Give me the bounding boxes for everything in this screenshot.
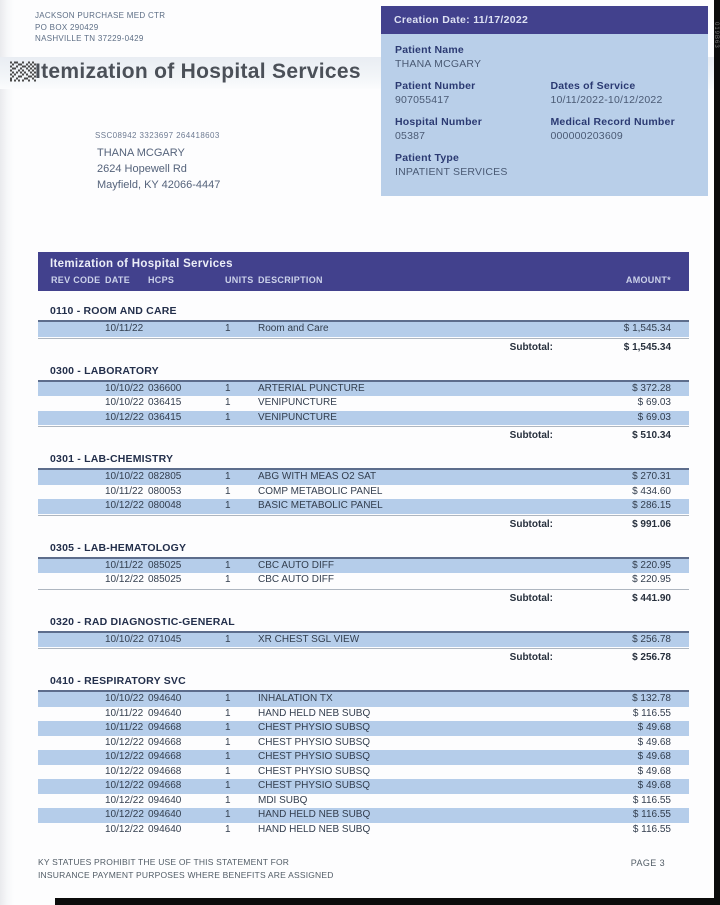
cell-rev-code xyxy=(38,485,105,500)
cell-date: 10/11/22 xyxy=(105,323,144,334)
table-row xyxy=(38,779,689,794)
cell-description: CBC AUTO DIFF xyxy=(258,574,334,585)
cell-rev-code xyxy=(38,396,105,411)
rev-code-section xyxy=(38,363,689,444)
cell-amount: $ 116.55 xyxy=(632,794,671,806)
cell-amount: $ 116.55 xyxy=(632,823,671,835)
cell-hcps xyxy=(148,322,225,337)
table-row xyxy=(38,485,689,500)
cell-rev-code xyxy=(38,382,105,397)
recipient-line: THANA MCGARY xyxy=(97,147,185,159)
cell-description: INHALATION TX xyxy=(258,693,333,704)
field-value: 10/11/2022-10/12/2022 xyxy=(550,94,663,106)
cell-description: CHEST PHYSIO SUBSQ xyxy=(258,722,371,733)
subtotal-label: Subtotal: xyxy=(509,592,553,604)
cell-date: 10/12/22 xyxy=(105,411,144,423)
cell-date: 10/11/22 xyxy=(105,707,144,719)
cell-hcps: 071045 xyxy=(148,633,182,645)
scan-edge-bottom xyxy=(55,898,714,905)
cell-date: 10/11/22 xyxy=(105,485,144,497)
cell-amount: $ 69.03 xyxy=(637,397,671,408)
table-row xyxy=(38,750,689,765)
table-row xyxy=(38,396,689,411)
sender-line: NASHVILLE TN 37229-0429 xyxy=(35,34,144,43)
cell-hcps: 094640 xyxy=(148,823,182,835)
creation-date-label: Creation Date: xyxy=(394,14,470,26)
table-column-headers xyxy=(38,272,689,291)
cell-hcps: 036415 xyxy=(148,411,182,423)
cell-units: 1 xyxy=(225,809,231,820)
footer-line: INSURANCE PAYMENT PURPOSES WHERE BENEFITS ARE ASSIGNED xyxy=(38,870,334,880)
cell-date: 10/10/22 xyxy=(105,397,144,408)
cell-hcps: 094640 xyxy=(148,794,182,806)
cell-units: 1 xyxy=(225,323,231,334)
hospital-number-field xyxy=(395,116,550,142)
cell-units: 1 xyxy=(225,500,231,511)
patient-name-field xyxy=(395,44,694,70)
rev-code-section xyxy=(38,303,689,355)
cell-description: CHEST PHYSIO SUBSQ xyxy=(258,736,371,748)
footer-disclaimer xyxy=(38,856,334,882)
cell-description: ARTERIAL PUNCTURE xyxy=(258,382,365,394)
cell-description: CHEST PHYSIO SUBSQ xyxy=(258,765,371,777)
cell-date: 10/10/22 xyxy=(105,693,144,704)
cell-description: VENIPUNCTURE xyxy=(258,397,337,408)
page-title: Itemization of Hospital Services xyxy=(35,60,361,83)
table-row xyxy=(38,794,689,809)
cell-units: 1 xyxy=(225,559,231,571)
cell-rev-code xyxy=(38,721,105,736)
cell-description: VENIPUNCTURE xyxy=(258,411,337,423)
patient-info-box xyxy=(381,6,708,196)
rev-code-section xyxy=(38,540,689,606)
rev-code-section xyxy=(38,673,689,837)
field-label: Medical Record Number xyxy=(550,116,675,128)
cell-description: MDI SUBQ xyxy=(258,794,308,806)
cell-units: 1 xyxy=(225,397,231,408)
table-row xyxy=(38,573,689,588)
cell-description: HAND HELD NEB SUBQ xyxy=(258,809,371,820)
cell-amount: $ 372.28 xyxy=(632,382,671,394)
cell-date: 10/11/22 xyxy=(105,559,144,571)
subtotal-label: Subtotal: xyxy=(509,518,553,530)
col-header-rev-code: REV CODE xyxy=(51,275,101,285)
subtotal-amount: $ 1,545.34 xyxy=(623,341,671,353)
table-row xyxy=(38,736,689,751)
cell-units: 1 xyxy=(225,751,231,762)
sender-address xyxy=(35,10,165,45)
cell-rev-code xyxy=(38,559,105,574)
table-header-bar xyxy=(38,252,689,291)
cell-description: XR CHEST SGL VIEW xyxy=(258,633,360,645)
cell-hcps: 094668 xyxy=(148,736,182,748)
section-header: 0320 - RAD DIAGNOSTIC-GENERAL xyxy=(38,614,689,633)
cell-units: 1 xyxy=(225,633,231,645)
cell-date: 10/10/22 xyxy=(105,382,144,394)
cell-hcps: 094640 xyxy=(148,809,182,820)
col-header-description: DESCRIPTION xyxy=(258,275,323,285)
recipient-line: Mayfield, KY 42066-4447 xyxy=(97,179,221,191)
rev-code-section xyxy=(38,614,689,666)
cell-hcps: 080053 xyxy=(148,485,182,497)
field-label: Hospital Number xyxy=(395,116,483,128)
table-row xyxy=(38,499,689,514)
cell-rev-code xyxy=(38,573,105,588)
cell-hcps: 085025 xyxy=(148,559,182,571)
cell-date: 10/12/22 xyxy=(105,809,144,820)
cell-date: 10/12/22 xyxy=(105,765,144,777)
col-header-date: DATE xyxy=(105,275,131,285)
cell-units: 1 xyxy=(225,382,231,394)
cell-description: Room and Care xyxy=(258,323,329,334)
table-row xyxy=(38,559,689,574)
table-body xyxy=(38,303,689,837)
subtotal-row xyxy=(38,515,689,532)
cell-hcps: 085025 xyxy=(148,574,182,585)
field-value: 000000203609 xyxy=(550,130,623,142)
cell-units: 1 xyxy=(225,411,231,423)
cell-rev-code xyxy=(38,499,105,514)
table-row xyxy=(38,765,689,780)
cell-description: CBC AUTO DIFF xyxy=(258,559,334,571)
section-header: 0301 - LAB-CHEMISTRY xyxy=(38,451,689,470)
subtotal-label: Subtotal: xyxy=(509,341,553,353)
subtotal-row xyxy=(38,589,689,606)
cell-rev-code xyxy=(38,823,105,838)
cell-amount: $ 49.68 xyxy=(637,780,671,791)
cell-date: 10/10/22 xyxy=(105,633,144,645)
cell-units: 1 xyxy=(225,574,231,585)
cell-amount: $ 49.68 xyxy=(637,751,671,762)
page-number: PAGE 3 xyxy=(630,858,665,868)
table-row xyxy=(38,411,689,426)
subtotal-row xyxy=(38,338,689,355)
cell-date: 10/12/22 xyxy=(105,500,144,511)
cell-rev-code xyxy=(38,707,105,722)
cell-date: 10/11/22 xyxy=(105,722,144,733)
cell-amount: $ 220.95 xyxy=(632,574,671,585)
cell-units: 1 xyxy=(225,794,231,806)
section-header: 0410 - RESPIRATORY SVC xyxy=(38,673,689,692)
cell-date: 10/12/22 xyxy=(105,574,144,585)
cell-date: 10/12/22 xyxy=(105,751,144,762)
cell-units: 1 xyxy=(225,707,231,719)
field-label: Patient Name xyxy=(395,44,464,56)
cell-rev-code xyxy=(38,692,105,707)
footer-line: KY STATUES PROHIBIT THE USE OF THIS STATEMENT FOR xyxy=(38,857,290,867)
cell-date: 10/12/22 xyxy=(105,780,144,791)
cell-hcps: 094640 xyxy=(148,707,182,719)
subtotal-amount: $ 441.90 xyxy=(632,592,671,604)
field-value: 907055417 xyxy=(395,94,450,106)
field-label: Patient Number xyxy=(395,80,476,92)
table-row xyxy=(38,470,689,485)
field-value: THANA MCGARY xyxy=(395,58,482,70)
patient-info-body xyxy=(381,34,708,196)
table-row xyxy=(38,707,689,722)
cell-units: 1 xyxy=(225,823,231,835)
cell-units: 1 xyxy=(225,693,231,704)
table-row xyxy=(38,808,689,823)
cell-rev-code xyxy=(38,750,105,765)
cell-rev-code xyxy=(38,322,105,337)
patient-number-field xyxy=(395,80,550,106)
dates-of-service-field xyxy=(550,80,694,106)
cell-amount: $ 270.31 xyxy=(632,471,671,482)
cell-date: 10/12/22 xyxy=(105,794,144,806)
cell-units: 1 xyxy=(225,471,231,482)
edge-print-code: 019B63 xyxy=(713,22,719,49)
cell-description: BASIC METABOLIC PANEL xyxy=(258,500,383,511)
rev-code-section xyxy=(38,451,689,532)
cell-rev-code xyxy=(38,633,105,648)
cell-hcps: 094668 xyxy=(148,722,182,733)
field-label: Dates of Service xyxy=(550,80,636,92)
field-label: Patient Type xyxy=(395,152,460,164)
subtotal-amount: $ 991.06 xyxy=(632,518,671,530)
cell-amount: $ 286.15 xyxy=(632,500,671,511)
cell-description: ABG WITH MEAS O2 SAT xyxy=(258,471,377,482)
creation-date-bar xyxy=(381,6,708,34)
cell-hcps: 082805 xyxy=(148,471,182,482)
cell-hcps: 036600 xyxy=(148,382,182,394)
table-row xyxy=(38,721,689,736)
col-header-amount: AMOUNT* xyxy=(625,275,671,285)
cell-rev-code xyxy=(38,779,105,794)
cell-date: 10/12/22 xyxy=(105,823,144,835)
table-row xyxy=(38,382,689,397)
cell-amount: $ 49.68 xyxy=(637,765,671,777)
subtotal-amount: $ 510.34 xyxy=(632,430,671,441)
cell-rev-code xyxy=(38,411,105,426)
cell-rev-code xyxy=(38,808,105,823)
mail-routing-code: SSC08942 3323697 264418603 xyxy=(95,131,220,140)
cell-rev-code xyxy=(38,765,105,780)
field-value: 05387 xyxy=(395,130,426,142)
section-header: 0305 - LAB-HEMATOLOGY xyxy=(38,540,689,559)
scan-edge-right xyxy=(714,0,720,905)
cell-description: CHEST PHYSIO SUBSQ xyxy=(258,780,371,791)
cell-rev-code xyxy=(38,794,105,809)
cell-hcps: 036415 xyxy=(148,397,182,408)
cell-amount: $ 116.55 xyxy=(632,809,671,820)
itemization-table xyxy=(38,252,689,837)
subtotal-amount: $ 256.78 xyxy=(632,652,671,663)
cell-date: 10/10/22 xyxy=(105,471,144,482)
patient-type-field xyxy=(395,152,694,178)
table-row xyxy=(38,692,689,707)
table-row xyxy=(38,823,689,838)
table-title: Itemization of Hospital Services xyxy=(50,258,233,270)
subtotal-row xyxy=(38,648,689,665)
cell-rev-code xyxy=(38,736,105,751)
medical-record-number-field xyxy=(550,116,694,142)
cell-amount: $ 220.95 xyxy=(632,559,671,571)
cell-hcps: 094668 xyxy=(148,780,182,791)
cell-amount: $ 49.68 xyxy=(637,736,671,748)
cell-description: HAND HELD NEB SUBQ xyxy=(258,823,371,835)
cell-hcps: 094640 xyxy=(148,693,182,704)
cell-units: 1 xyxy=(225,736,231,748)
cell-date: 10/12/22 xyxy=(105,736,144,748)
field-value: INPATIENT SERVICES xyxy=(395,166,508,178)
sender-line: JACKSON PURCHASE MED CTR xyxy=(35,11,166,20)
table-row xyxy=(38,633,689,648)
section-header: 0110 - ROOM AND CARE xyxy=(38,303,689,322)
cell-description: COMP METABOLIC PANEL xyxy=(258,485,383,497)
table-row xyxy=(38,322,689,337)
cell-units: 1 xyxy=(225,485,231,497)
cell-units: 1 xyxy=(225,722,231,733)
datamatrix-barcode-icon xyxy=(10,61,36,82)
cell-units: 1 xyxy=(225,765,231,777)
cell-description: CHEST PHYSIO SUBSQ xyxy=(258,751,371,762)
cell-amount: $ 69.03 xyxy=(637,411,671,423)
sender-line: PO BOX 290429 xyxy=(35,22,99,32)
recipient-address xyxy=(97,145,220,193)
cell-units: 1 xyxy=(225,780,231,791)
cell-description: HAND HELD NEB SUBQ xyxy=(258,707,371,719)
cell-amount: $ 116.55 xyxy=(632,707,671,719)
col-header-hcps: HCPS xyxy=(148,275,175,285)
creation-date-value: 11/17/2022 xyxy=(473,14,529,26)
col-header-units: UNITS xyxy=(225,275,254,285)
cell-amount: $ 49.68 xyxy=(637,722,671,733)
cell-rev-code xyxy=(38,470,105,485)
cell-hcps: 094668 xyxy=(148,751,182,762)
subtotal-label: Subtotal: xyxy=(509,652,553,663)
cell-amount: $ 1,545.34 xyxy=(623,323,671,334)
subtotal-row xyxy=(38,426,689,443)
cell-hcps: 080048 xyxy=(148,500,182,511)
cell-amount: $ 132.78 xyxy=(632,693,671,704)
cell-amount: $ 434.60 xyxy=(632,485,671,497)
section-header: 0300 - LABORATORY xyxy=(38,363,689,382)
recipient-line: 2624 Hopewell Rd xyxy=(97,163,187,175)
subtotal-label: Subtotal: xyxy=(509,430,553,441)
cell-hcps: 094668 xyxy=(148,765,182,777)
cell-amount: $ 256.78 xyxy=(632,633,671,645)
